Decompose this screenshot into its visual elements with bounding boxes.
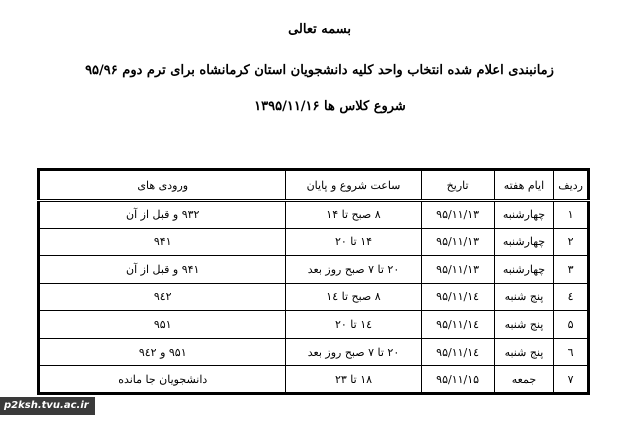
classes-start-date: شروع کلاس ها ۱۳۹۵/۱۱/۱۶ (254, 99, 406, 114)
cell-time-range: ۸ صبح تا ۱۴ (286, 201, 421, 229)
cell-time-range: ۲۰ تا ۷ صبح روز بعد (286, 338, 421, 366)
cell-row-number: ۷ (554, 366, 589, 394)
cell-weekday: چهارشنبه (494, 228, 554, 256)
table-row (39, 256, 589, 284)
column-header-entry-year: ورودی های (39, 170, 286, 201)
cell-time-range: ۱۴ تا ۲۰ (286, 228, 421, 256)
site-watermark: p2ksh.tvu.ac.ir (0, 397, 95, 415)
cell-weekday: پنج شنبه (494, 311, 554, 339)
cell-weekday: جمعه (494, 366, 554, 394)
cell-date: ۹۵/۱۱/۱٤ (421, 338, 494, 366)
document-heading-bismillah: بسمه تعالی (288, 22, 351, 37)
cell-row-number: ٦ (554, 338, 589, 366)
column-header-row-number: ردیف (554, 170, 589, 201)
cell-entry-year: دانشجویان جا مانده (39, 366, 286, 394)
column-header-time-range: ساعت شروع و پایان (286, 170, 421, 201)
table-header-row (39, 170, 589, 201)
cell-entry-year: ۹۴۱ و قبل از آن (39, 256, 286, 284)
cell-date: ۹۵/۱۱/۱۳ (421, 201, 494, 229)
table-row (39, 311, 589, 339)
cell-row-number: ۱ (554, 201, 589, 229)
cell-row-number: ۲ (554, 228, 589, 256)
cell-time-range: ۱٤ تا ۲۰ (286, 311, 421, 339)
cell-time-range: ۱۸ تا ۲۳ (286, 366, 421, 394)
registration-schedule-table (37, 168, 590, 395)
cell-row-number: ۵ (554, 311, 589, 339)
cell-date: ۹۵/۱۱/۱۳ (421, 256, 494, 284)
cell-date: ۹۵/۱۱/۱٤ (421, 311, 494, 339)
table-row (39, 366, 589, 394)
cell-row-number: ۳ (554, 256, 589, 284)
cell-time-range: ۸ صبح تا ۱٤ (286, 283, 421, 311)
column-header-weekday: ایام هفته (494, 170, 554, 201)
cell-entry-year: ۹۵۱ و ۹٤۲ (39, 338, 286, 366)
table-row (39, 228, 589, 256)
cell-row-number: ٤ (554, 283, 589, 311)
column-header-date: تاریخ (421, 170, 494, 201)
cell-date: ۹۵/۱۱/۱٤ (421, 283, 494, 311)
cell-weekday: پنج شنبه (494, 338, 554, 366)
cell-entry-year: ۹٤۲ (39, 283, 286, 311)
table-row (39, 283, 589, 311)
table-row (39, 338, 589, 366)
table-row (39, 201, 589, 229)
document-title: زمانبندی اعلام شده انتخاب واحد کلیه دانشجویان استان کرمانشاه برای ترم دوم ۹۵/۹۶ (85, 63, 554, 78)
cell-weekday: پنج شنبه (494, 283, 554, 311)
cell-weekday: چهارشنبه (494, 201, 554, 229)
cell-time-range: ۲۰ تا ۷ صبح روز بعد (286, 256, 421, 284)
cell-date: ۹۵/۱۱/۱۵ (421, 366, 494, 394)
cell-weekday: چهارشنبه (494, 256, 554, 284)
cell-date: ۹۵/۱۱/۱۳ (421, 228, 494, 256)
cell-entry-year: ۹۳۲ و قبل از آن (39, 201, 286, 229)
cell-entry-year: ۹۴۱ (39, 228, 286, 256)
cell-entry-year: ۹۵۱ (39, 311, 286, 339)
